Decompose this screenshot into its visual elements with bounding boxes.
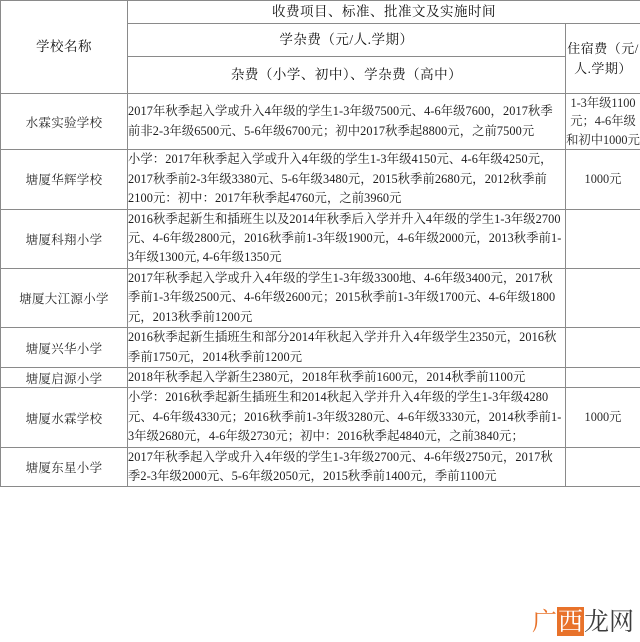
table-row <box>1 328 640 368</box>
cell-school-name: 塘厦华辉学校 <box>1 150 128 209</box>
cell-school-name: 塘厦科翔小学 <box>1 209 128 268</box>
cell-tuition-fee: 2017年秋季起入学或升入4年级的学生1-3年级3300地、4-6年级3400元，2017秋季前1-3年级2500元、4-6年级2600元；2015秋季前1-3年级1700元、4-6年级1800元，2013秋季前1200元 <box>128 268 566 327</box>
table-row <box>1 388 640 447</box>
table-row <box>1 209 640 268</box>
cell-boarding-fee <box>566 209 640 268</box>
watermark-char-3: 龙网 <box>583 607 634 636</box>
watermark-char-1: 广 <box>531 607 557 636</box>
table-header <box>1 1 640 94</box>
header-school-name: 学校名称 <box>1 1 128 94</box>
cell-boarding-fee <box>566 328 640 368</box>
cell-tuition-fee: 小学：2016秋季起新生插班生和2014秋起入学并升入4年级的学生1-3年级4280元、4-6年级4330元；2016秋季前1-3年级3280元、4-6年级3330元，2014秋季前1-3年级2680元，4-6年级2730元；初中：2016秋季起4840元，之前3840元； <box>128 388 566 447</box>
header-boarding-fee: 住宿费（元/人.学期） <box>566 24 640 94</box>
header-tuition-detail: 杂费（小学、初中）、学杂费（高中） <box>128 57 566 94</box>
site-watermark <box>532 609 634 634</box>
table-row <box>1 94 640 150</box>
cell-school-name: 水霖实验学校 <box>1 94 128 150</box>
cell-boarding-fee: 1-3年级1100元；4-6年级和初中1000元 <box>566 94 640 150</box>
cell-tuition-fee: 2016秋季起新生和插班生以及2014年秋季后入学并升入4年级的学生1-3年级2700元、4-6年级2800元，2016秋季前1-3年级1900元，4-6年级2000元，2013秋季前1-3年级1300元, 4-6年级1350元 <box>128 209 566 268</box>
cell-school-name: 塘厦兴华小学 <box>1 328 128 368</box>
header-row-1 <box>1 1 640 24</box>
header-tuition-group: 学杂费（元/人.学期） <box>128 24 566 57</box>
table-row <box>1 268 640 327</box>
cell-boarding-fee <box>566 447 640 487</box>
cell-tuition-fee: 2018年秋季起入学新生2380元，2018年秋季前1600元，2014秋季前1100元 <box>128 367 566 387</box>
watermark-char-2: 西 <box>557 607 583 636</box>
cell-school-name: 塘厦水霖学校 <box>1 388 128 447</box>
table-row <box>1 150 640 209</box>
cell-tuition-fee: 2016秋季起新生插班生和部分2014年秋起入学并升入4年级学生2350元，2016秋季前1750元，2014秋季前1200元 <box>128 328 566 368</box>
table-row <box>1 367 640 387</box>
cell-school-name: 塘厦东星小学 <box>1 447 128 487</box>
table-body <box>1 94 640 487</box>
header-main-title: 收费项目、标准、批准文及实施时间 <box>128 1 640 24</box>
cell-tuition-fee: 2017年秋季起入学或升入4年级的学生1-3年级2700元、4-6年级2750元，2017秋季2-3年级2000元、5-6年级2050元，2015秋季前1400元，季前1100元 <box>128 447 566 487</box>
cell-boarding-fee <box>566 268 640 327</box>
cell-school-name: 塘厦启源小学 <box>1 367 128 387</box>
cell-tuition-fee: 2017年秋季起入学或升入4年级的学生1-3年级7500元、4-6年级7600，2017秋季前非2-3年级6500元、5-6年级6700元；初中2017秋季起8800元，之前7500元 <box>128 94 566 150</box>
cell-boarding-fee <box>566 367 640 387</box>
cell-tuition-fee: 小学：2017年秋季起入学或升入4年级的学生1-3年级4150元、4-6年级4250元，2017秋季前2-3年级3380元、5-6年级3480元，2015秋季前2680元，2012秋季前2100元：初中：2017年秋季起4760元，之前3960元 <box>128 150 566 209</box>
cell-school-name: 塘厦大江源小学 <box>1 268 128 327</box>
cell-boarding-fee: 1000元 <box>566 388 640 447</box>
cell-boarding-fee: 1000元 <box>566 150 640 209</box>
table-row <box>1 447 640 487</box>
